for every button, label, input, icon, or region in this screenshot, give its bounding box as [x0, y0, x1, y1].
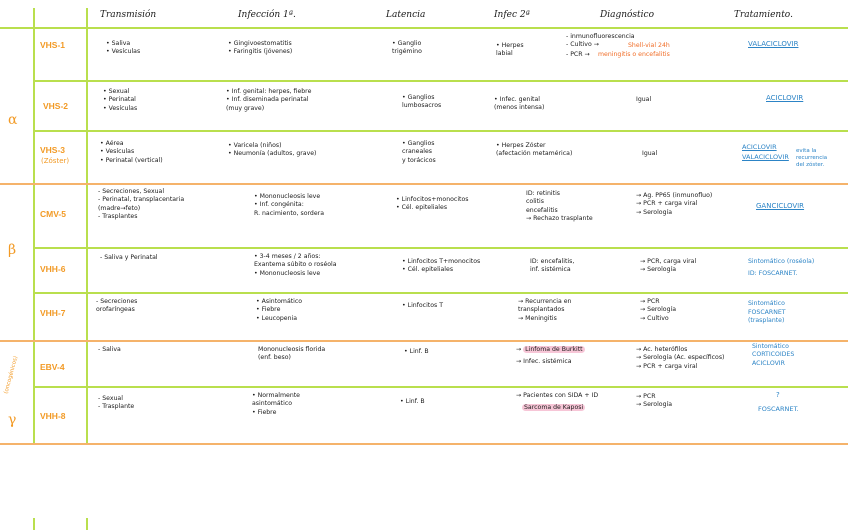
header-latencia: Latencia	[386, 10, 426, 20]
transmision-cell: • Sexual • Perinatal • Vesículas	[103, 88, 138, 112]
tratamiento-cell: GANCICLOVIR	[756, 202, 805, 210]
header-divider	[0, 27, 848, 29]
diagnostico-cell: - inmunofluorescencia - Cultivo →	[566, 33, 635, 49]
virus-subname: (Zóster)	[41, 157, 70, 165]
header-tratamiento: Tratamiento.	[734, 10, 793, 20]
virus-name: VHH-6	[40, 264, 66, 274]
highlighted-disease: Sarcoma de Kaposi	[524, 404, 584, 411]
latencia-cell: • Linfocitos T+monocitos • Cél. epiteliales	[402, 258, 481, 274]
virus-name: VHS-3	[40, 145, 66, 155]
infec2-cell: → Pacientes con SIDA + ID	[516, 392, 599, 399]
transmision-cell: - Saliva y Perinatal	[100, 254, 158, 261]
virus-name: EBV-4	[40, 362, 65, 372]
infeccion-cell: • Asintomático • Fiebre • Leucopenia	[256, 298, 303, 322]
latencia-cell: • Linfocitos T	[402, 302, 443, 309]
diagnostico-cell: → Ag. PP65 (inmunofluo) → PCR + carga viral → Serología	[636, 192, 713, 216]
transmision-cell: - Secreciones orofaríngeas	[96, 298, 138, 314]
infec2-cell	[522, 404, 585, 412]
virus-name: CMV-5	[40, 209, 66, 219]
transmision-cell: - Saliva	[98, 346, 121, 353]
infeccion-cell: • Gingivoestomatitis • Faringitis (jóvenes)	[228, 40, 293, 56]
group-divider	[0, 183, 848, 185]
diagnostico-highlight: meningitis o encefalitis	[598, 51, 670, 58]
diagnostico-cell-pcr: - PCR →	[566, 51, 590, 58]
tratamiento-cell: ACICLOVIR VALACICLOVIR	[742, 143, 789, 162]
transmision-cell: - Sexual - Trasplante	[98, 395, 135, 411]
infec2-cell: • Infec. genital (menos intensa)	[494, 96, 545, 112]
row-divider	[33, 247, 848, 249]
latencia-cell: • Ganglio trigémino	[392, 40, 422, 56]
virus-name: VHS-2	[43, 101, 69, 111]
transmision-cell: • Saliva • Vesículas	[106, 40, 141, 56]
infec2-cell: → Infec. sistémica	[516, 358, 572, 365]
row-divider	[33, 292, 848, 294]
row-divider	[33, 386, 848, 388]
infec2-cell: → Recurrencia en transplantados → Meningitis	[518, 298, 572, 322]
infec2-cell: ID: retinitis colitis encefalitis → Rechazo trasplante	[526, 190, 593, 223]
diagnostico-cell: Igual	[636, 96, 652, 103]
infec2-cell: ID: encefalitis, inf. sistémica	[530, 258, 575, 274]
tratamiento-cell: VALACICLOVIR	[748, 40, 799, 48]
virus-name: VHS-1	[40, 40, 66, 50]
infeccion-cell: • Inf. genital: herpes, fiebre • Inf. diseminada perinatal (muy grave)	[226, 88, 312, 112]
header-diagnostico: Diagnóstico	[600, 10, 655, 20]
virus-column-divider	[86, 8, 88, 443]
transmision-cell: - Secreciones, Sexual - Perinatal, transplacentaria (madre→feto) - Trasplantes	[98, 188, 185, 221]
group-gamma-note: (oncogénicos)	[3, 355, 20, 395]
infeccion-cell: • Normalmente asintomático • Fiebre	[252, 392, 300, 416]
infeccion-cell: • Varicela (niños) • Neumonía (adultos, grave)	[228, 142, 317, 158]
group-gamma: γ	[8, 412, 17, 428]
group-alpha: α	[8, 112, 18, 128]
virus-name: VHH-8	[40, 411, 66, 421]
tratamiento-question: ?	[776, 391, 780, 399]
diagnostico-cell: → PCR → Serología	[636, 393, 673, 409]
latencia-cell: • Linf. B	[404, 348, 429, 355]
transmision-cell: • Aérea • Vesículas • Perinatal (vertical)	[100, 140, 163, 164]
row-divider	[33, 130, 848, 132]
diagnostico-cell: → Ac. heterófilos → Serología (Ac. específicos) → PCR + carga viral	[636, 346, 725, 370]
header-infeccion: Infección 1ª.	[238, 10, 296, 20]
highlighted-disease: Linfoma de Burkitt	[525, 346, 583, 353]
infec2-cell: → Linfoma de Burkitt	[516, 346, 583, 353]
diagnostico-highlight: Shell-vial 24h	[628, 42, 670, 49]
tratamiento-cell: Sintomático (roséola) ID: FOSCARNET.	[748, 258, 815, 277]
infec2-cell: • Herpes labial	[496, 42, 524, 58]
tratamiento-cell: FOSCARNET.	[758, 405, 799, 413]
latencia-cell: • Ganglios craneales y torácicos	[402, 140, 436, 164]
virus-column-divider-stub	[86, 518, 88, 530]
infeccion-cell: Mononucleosis florida (enf. beso)	[258, 346, 326, 362]
header-infec2: Infec 2ª	[494, 10, 530, 20]
tratamiento-cell: Sintomático CORTICOIDES ACICLOVIR	[752, 343, 795, 367]
diagnostico-cell: → PCR, carga viral → Serología	[640, 258, 697, 274]
virus-name: VHH-7	[40, 308, 66, 318]
tratamiento-cell: Sintomático FOSCARNET (trasplante)	[748, 300, 786, 325]
latencia-cell: • Linfocitos+monocitos • Cél. epiteliales	[396, 196, 469, 212]
table-bottom-divider	[0, 443, 848, 445]
diagnostico-cell: Igual	[642, 150, 658, 157]
row-divider	[33, 80, 848, 82]
tratamiento-cell: ACICLOVIR	[766, 94, 804, 102]
tratamiento-note: evita la recurrencia del zóster.	[796, 148, 828, 168]
infec2-cell: • Herpes Zóster (afectación metamérica)	[496, 142, 573, 158]
infeccion-cell: • 3-4 meses / 2 años: Exantema súbito o roséola • Mononucleosis leve	[254, 253, 337, 277]
diagnostico-cell: → PCR → Serología → Cultivo	[640, 298, 677, 322]
group-beta: β	[8, 242, 17, 258]
group-column-divider-stub	[33, 518, 35, 530]
latencia-cell: • Ganglios lumbosacros	[402, 94, 442, 110]
group-column-divider	[33, 8, 35, 443]
infeccion-cell: • Mononucleosis leve • Inf. congénita: R. nacimiento, sordera	[254, 193, 324, 217]
group-divider	[0, 340, 848, 342]
latencia-cell: • Linf. B	[400, 398, 425, 405]
header-transmision: Transmisión	[100, 10, 157, 20]
